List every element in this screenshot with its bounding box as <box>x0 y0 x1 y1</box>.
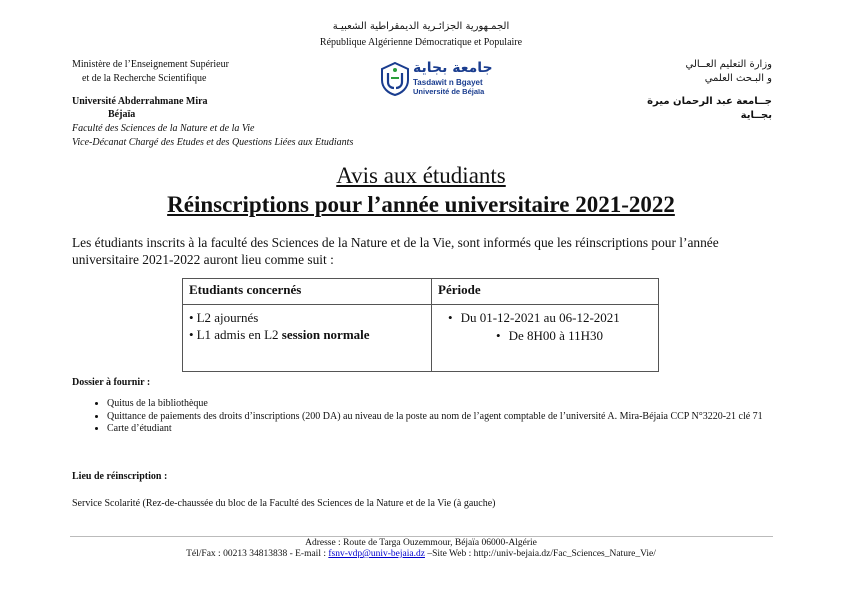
university-french-line1: Université Abderrahmane Mira <box>72 96 208 107</box>
list-item: • Quitus de la bibliothèque <box>107 398 797 411</box>
period-cell <box>432 305 659 372</box>
list-item: • Carte d’étudiant <box>107 423 797 436</box>
university-french <box>72 95 252 121</box>
footer-contact <box>0 549 842 559</box>
logo-arabic-text: جامعة بجاية <box>413 60 493 76</box>
ministry-arabic-line1: وزارة التعليم العــالي <box>685 59 772 70</box>
period-hours: • De 8H00 à 11H30 <box>438 327 652 345</box>
university-logo <box>380 60 510 100</box>
period-dates: • Du 01-12-2021 au 06-12-2021 <box>438 309 652 327</box>
logo-berber-text: Tasdawit n Bgayet <box>413 78 483 87</box>
lieu-heading: Lieu de réinscription : <box>72 471 168 482</box>
student-group-item <box>189 326 425 343</box>
ministry-french-line2: et de la Recherche Scientifique <box>82 73 207 84</box>
schedule-table <box>182 278 659 372</box>
session-normale-text: session normale <box>281 327 370 342</box>
republic-arabic: الجمـهورية الجزائـرية الديمقراطية الشعبيـة <box>332 21 510 32</box>
ministry-french <box>72 58 252 86</box>
footer-tel: Tél/Fax : 00213 34813838 - E-mail : <box>186 549 329 559</box>
email-link[interactable]: fsnv-vdp@univ-bejaia.dz <box>328 549 425 559</box>
republic-french: République Algérienne Démocratique et Populaire <box>319 37 523 48</box>
university-emblem-icon <box>380 62 410 96</box>
vice-dean-name: Vice-Décanat Chargé des Etudes et des Questions Liées aux Etudiants <box>72 137 354 148</box>
ministry-arabic <box>622 58 772 86</box>
notice-subtitle: Réinscriptions pour l’année universitaire 2021-2022 <box>167 192 675 217</box>
dossier-list <box>92 398 797 436</box>
footer-address: Adresse : Route de Targa Ouzemmour, Béjaïa 06000-Algérie <box>305 538 537 548</box>
column-header-period: Période <box>432 279 659 305</box>
footer-site: –Site Web : http://univ-bejaia.dz/Fac_Sciences_Nature_Vie/ <box>424 549 656 559</box>
faculty-block <box>72 122 353 150</box>
notice-title: Avis aux étudiants <box>336 163 506 188</box>
footer-divider <box>70 536 773 537</box>
ministry-french-line1: Ministère de l’Enseignement Supérieur <box>72 59 229 70</box>
table-header-row <box>183 279 659 305</box>
table-row <box>183 305 659 372</box>
university-french-line2: Béjaïa <box>108 109 136 120</box>
student-group-prefix: L1 admis en L2 <box>196 327 282 342</box>
dossier-heading: Dossier à fournir : <box>72 377 151 388</box>
faculty-name: Faculté des Sciences de la Nature et de la Vie <box>72 123 255 134</box>
lieu-text: Service Scolarité (Rez-de-chaussée du bloc de la Faculté des Sciences de la Nature et de la Vie (à gauche) <box>72 498 496 509</box>
ministry-arabic-line2: و البـحث العلمي <box>704 73 772 84</box>
logo-french-text: Université de Béjaïa <box>413 87 485 96</box>
students-cell <box>183 305 432 372</box>
university-arabic-line2: بجــاية <box>740 110 772 121</box>
university-arabic-line1: جــامعة عبد الرحمان ميرة <box>647 96 772 107</box>
intro-paragraph: Les étudiants inscrits à la faculté des Sciences de la Nature et de la Vie, sont informés que les réinscriptions pour l’année universitaire 2021-2022 auront lieu comme suit : <box>72 235 719 267</box>
university-arabic <box>622 95 772 123</box>
list-item: • Quittance de paiements des droits d’inscriptions (200 DA) au niveau de la poste au nom de l’agent comptable de l’université A. Mira-Béjaia CCP N°3220-21 clé 71 <box>107 411 797 424</box>
student-group-item: • L2 ajournés <box>189 309 425 326</box>
column-header-students: Etudiants concernés <box>183 279 432 305</box>
